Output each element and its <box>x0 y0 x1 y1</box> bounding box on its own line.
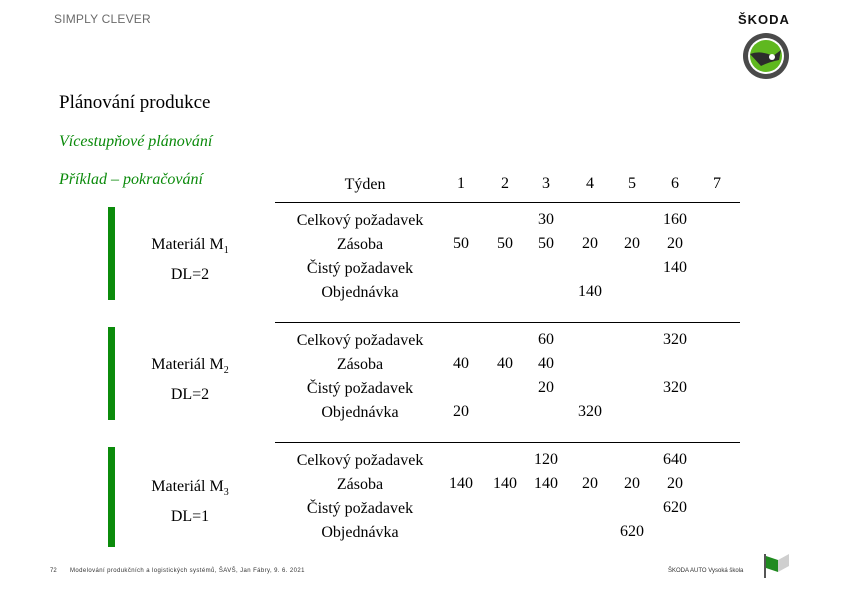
m3-net-w6: 620 <box>663 499 687 516</box>
m1-gross-w6: 160 <box>663 211 687 228</box>
m2-order-w1: 20 <box>453 403 469 420</box>
m1-stock-w5: 20 <box>624 235 640 252</box>
row-gross: Celkový požadavek <box>296 452 424 469</box>
material-1-sub: 1 <box>223 245 229 257</box>
m3-stock-w6: 20 <box>667 475 683 492</box>
m2-gross-w6: 320 <box>663 331 687 348</box>
skoda-logo-icon <box>741 30 791 82</box>
week-6: 6 <box>671 175 679 192</box>
page-number: 72 <box>50 568 57 574</box>
m2-net-w3: 20 <box>538 379 554 396</box>
row-order: Objednávka <box>321 404 399 421</box>
row-gross: Celkový požadavek <box>296 332 424 349</box>
m1-stock-w1: 50 <box>453 235 469 252</box>
m1-stock-w2: 50 <box>497 235 513 252</box>
m3-order-w5: 620 <box>620 523 644 540</box>
example-label: Příklad – pokračování <box>59 171 203 188</box>
material-1-name: Materiál M <box>151 236 224 253</box>
week-7: 7 <box>713 175 721 192</box>
footer-text: Modelování produkčních a logistických systémů, ŠAVŠ, Jan Fábry, 9. 6. 2021 <box>70 568 305 574</box>
m1-stock-w6: 20 <box>667 235 683 252</box>
row-order: Objednávka <box>321 524 399 541</box>
m3-gross-w3: 120 <box>534 451 558 468</box>
material-3-sub: 3 <box>223 487 229 499</box>
divider <box>275 322 740 323</box>
row-stock: Zásoba <box>336 236 384 253</box>
material-3-label <box>110 475 270 529</box>
material-2-dl: DL=2 <box>170 386 210 404</box>
m2-stock-w3: 40 <box>538 355 554 372</box>
week-5: 5 <box>628 175 636 192</box>
row-net: Čistý požadavek <box>306 380 414 397</box>
m1-stock-w4: 20 <box>582 235 598 252</box>
m2-order-w4: 320 <box>578 403 602 420</box>
week-3: 3 <box>542 175 550 192</box>
week-label: Týden <box>344 176 386 193</box>
m3-stock-w4: 20 <box>582 475 598 492</box>
m2-gross-w3: 60 <box>538 331 554 348</box>
m1-gross-w3: 30 <box>538 211 554 228</box>
divider <box>275 202 740 203</box>
flag-logo-icon <box>762 550 792 580</box>
material-2-sub: 2 <box>223 365 229 377</box>
m3-gross-w6: 640 <box>663 451 687 468</box>
row-order: Objednávka <box>321 284 399 301</box>
section-subtitle: Vícestupňové plánování <box>59 133 213 150</box>
page-title: Plánování produkce <box>59 92 211 113</box>
m2-net-w6: 320 <box>663 379 687 396</box>
brand-tagline: SIMPLY CLEVER <box>54 12 151 26</box>
material-3-name: Materiál M <box>151 478 224 495</box>
footer-school: ŠKODA AUTO Vysoká škola <box>668 568 744 574</box>
row-net: Čistý požadavek <box>306 500 414 517</box>
m3-stock-w2: 140 <box>493 475 517 492</box>
material-3-dl: DL=1 <box>170 508 210 526</box>
week-2: 2 <box>501 175 509 192</box>
m3-stock-w3: 140 <box>534 475 558 492</box>
divider <box>275 442 740 443</box>
m1-net-w6: 140 <box>663 259 687 276</box>
m1-order-w4: 140 <box>578 283 602 300</box>
material-2-name: Materiál M <box>151 356 224 373</box>
material-1-label <box>110 233 270 287</box>
material-2-label <box>110 353 270 407</box>
m2-stock-w2: 40 <box>497 355 513 372</box>
row-stock: Zásoba <box>336 476 384 493</box>
brand-wordmark: ŠKODA <box>738 12 790 27</box>
week-4: 4 <box>586 175 594 192</box>
material-1-dl: DL=2 <box>170 266 210 284</box>
m3-stock-w1: 140 <box>449 475 473 492</box>
m1-stock-w3: 50 <box>538 235 554 252</box>
m3-stock-w5: 20 <box>624 475 640 492</box>
row-net: Čistý požadavek <box>306 260 414 277</box>
week-1: 1 <box>457 175 465 192</box>
row-gross: Celkový požadavek <box>296 212 424 229</box>
m2-stock-w1: 40 <box>453 355 469 372</box>
row-stock: Zásoba <box>336 356 384 373</box>
